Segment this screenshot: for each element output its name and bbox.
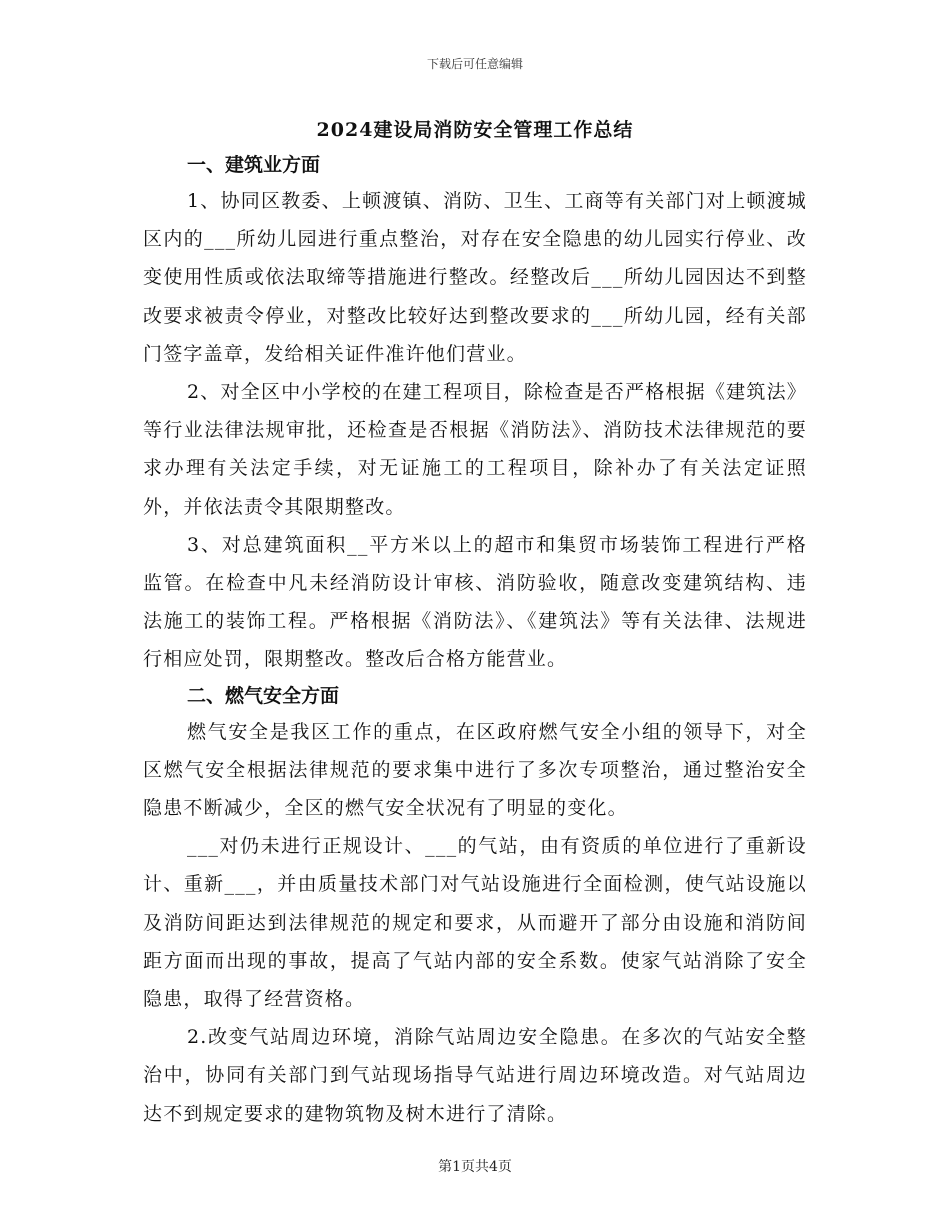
document-title: 2024建设局消防安全管理工作总结 [316, 119, 634, 141]
page-footer: 第1页共4页 [438, 1159, 512, 1175]
paragraph: ___对仍未进行正规设计、___的气站，由有资质的单位进行了重新设计、重新___，并由质量技术部门对气站设施进行全面检测，使气站设施以及消防间距达到法律规范的规定和要求，从而避开了部分由设施和消防间距方面而出现的事故，提高了气站内部的安全系数。使家气站消除了安全隐患，取得了经营资格。 [143, 835, 807, 1011]
paragraph: 2、对全区中小学校的在建工程项目，除检查是否严格根据《建筑法》等行业法律法规审批，还检查是否根据《消防法》、消防技术法律规范的要求办理有关法定手续，对无证施工的工程项目，除补办了有关法定证照外，并依法责令其限期整改。 [143, 381, 807, 518]
paragraph: 3、对总建筑面积__平方米以上的超市和集贸市场装饰工程进行严格监管。在检查中凡未经消防设计审核、消防验收，随意改变建筑结构、违法施工的装饰工程。严格根据《消防法》、《建筑法》等有关法律、法规进行相应处罚，限期整改。整改后合格方能营业。 [143, 533, 807, 671]
section-heading-construction: 一、建筑业方面 [187, 154, 321, 176]
paragraph: 燃气安全是我区工作的重点，在区政府燃气安全小组的领导下，对全区燃气安全根据法律规范的要求集中进行了多次专项整治，通过整治安全隐患不断减少，全区的燃气安全状况有了明显的变化。 [143, 720, 807, 820]
section-heading-gas-safety: 二、燃气安全方面 [187, 684, 340, 707]
document-body [143, 148, 807, 1133]
paragraph: 1、协同区教委、上顿渡镇、消防、卫生、工商等有关部门对上顿渡城区内的___所幼儿园进行重点整治，对存在安全隐患的幼儿园实行停业、改变使用性质或依法取缔等措施进行整改。经整改后___所幼儿园因达不到整改要求被责令停业，对整改比较好达到整改要求的___所幼儿园，经有关部门签字盖章，发给相关证件准许他们营业。 [143, 190, 807, 365]
header-note: 下载后可任意编辑 [426, 57, 523, 71]
paragraph: 2.改变气站周边环境，消除气站周边安全隐患。在多次的气站安全整治中，协同有关部门到气站现场指导气站进行周边环境改造。对气站周边达不到规定要求的建物筑物及树木进行了清除。 [143, 1026, 807, 1125]
